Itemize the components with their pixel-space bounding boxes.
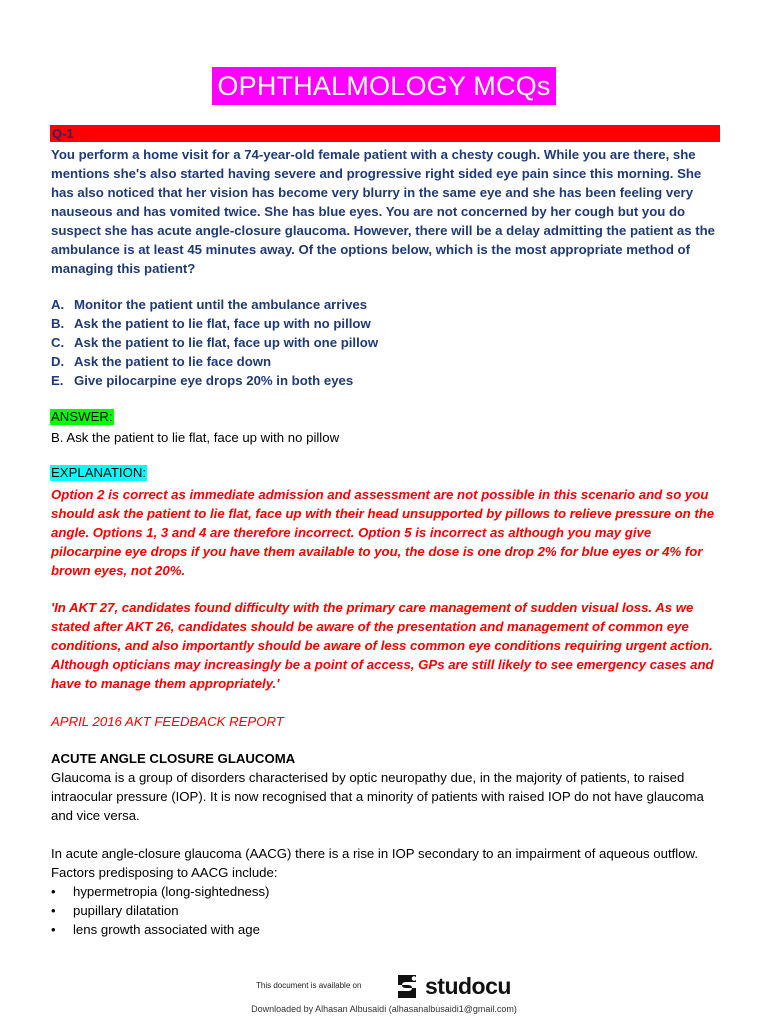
option-text: Ask the patient to lie flat, face up with no pillow [74,316,371,331]
option-letter: E. [51,373,64,388]
predisposing-factors-list [51,882,269,939]
answer-options-list [51,295,711,390]
option-text: Give pilocarpine eye drops 20% in both eyes [74,373,354,388]
option-text: Ask the patient to lie flat, face up with one pillow [74,335,379,350]
studocu-logo-text: studocu [425,972,511,999]
feedback-quote: 'In AKT 27, candidates found difficulty with the primary care management of sudden visual loss. As we stated after AKT 26, candidates should be aware of the presentation and management of common eye conditions, and also importantly should be aware of less common eye conditions requiring urgent action. Although opticians may increasingly be a point of access, GPs are still likely to see emergency cases and have to manage them appropriately.' [51,600,714,691]
body-paragraph: Glaucoma is a group of disorders characterised by optic neuropathy due, in the majority of patients, to raised intraocular pressure (IOP). It is now recognised that a minority of patients with raised IOP do not have glaucoma and vice versa. [51,770,704,823]
option-e [51,371,711,390]
list-item-text: lens growth associated with age [73,922,260,937]
bullet-icon: • [51,884,56,899]
body-paragraph: In acute angle-closure glaucoma (AACG) there is a rise in IOP secondary to an impairment of aqueous outflow. Factors predisposing to AACG include: [51,846,699,880]
bullet-icon: • [51,922,56,937]
explanation-paragraph: Option 2 is correct as immediate admission and assessment are not possible in this scenario and so you should ask the patient to lie flat, face up with their head unsupported by pillows to relieve pressure on the angle. Options 1, 3 and 4 are therefore incorrect. Option 5 is incorrect as although you may give pilocarpine eye drops if you have them available to you, the dose is one drop 2% for blue eyes or 4% for brown eyes, not 20%. [51,487,715,578]
option-text: Monitor the patient until the ambulance arrives [74,297,368,312]
list-item [51,920,269,939]
question-number-bar: Q-1 [50,125,720,142]
answer-text: B. Ask the patient to lie flat, face up with no pillow [51,430,340,445]
list-item [51,901,269,920]
option-text: Ask the patient to lie face down [74,354,272,369]
option-b [51,314,711,333]
option-letter: B. [51,316,65,331]
list-item [51,882,269,901]
explanation-label: EXPLANATION: [51,465,147,480]
download-attribution: Downloaded by Alhasan Albusaidi (alhasanalbusaidi1@gmail.com) [251,1004,517,1014]
availability-note: This document is available on [256,981,362,990]
section-heading: ACUTE ANGLE CLOSURE GLAUCOMA [51,751,296,766]
feedback-report-source: APRIL 2016 AKT FEEDBACK REPORT [51,714,284,729]
option-c [51,333,711,352]
list-item-text: pupillary dilatation [73,903,179,918]
studocu-logo-icon [392,971,422,1001]
option-letter: A. [51,297,65,312]
list-item-text: hypermetropia (long-sightedness) [73,884,270,899]
studocu-logo-link[interactable] [392,970,511,1002]
option-letter: C. [51,335,65,350]
bullet-icon: • [51,903,56,918]
option-d [51,352,711,371]
answer-label: ANSWER: [51,409,113,424]
page-title: OPHTHALMOLOGY MCQs [212,67,556,105]
question-text: You perform a home visit for a 74-year-old female patient with a chesty cough. While you are there, she mentions she's also started having severe and progressive right sided eye pain since this morning. She has also noticed that her vision has become very blurry in the same eye and she has been feeling very nauseous and has vomited twice. She has blue eyes. You are not concerned by her cough but you do suspect she has acute angle-closure glaucoma. However, there will be a delay admitting the patient as the ambulance is at least 45 minutes away. Of the options below, which is the most appropriate method of managing this patient? [51,147,715,276]
option-letter: D. [51,354,65,369]
option-a [51,295,711,314]
